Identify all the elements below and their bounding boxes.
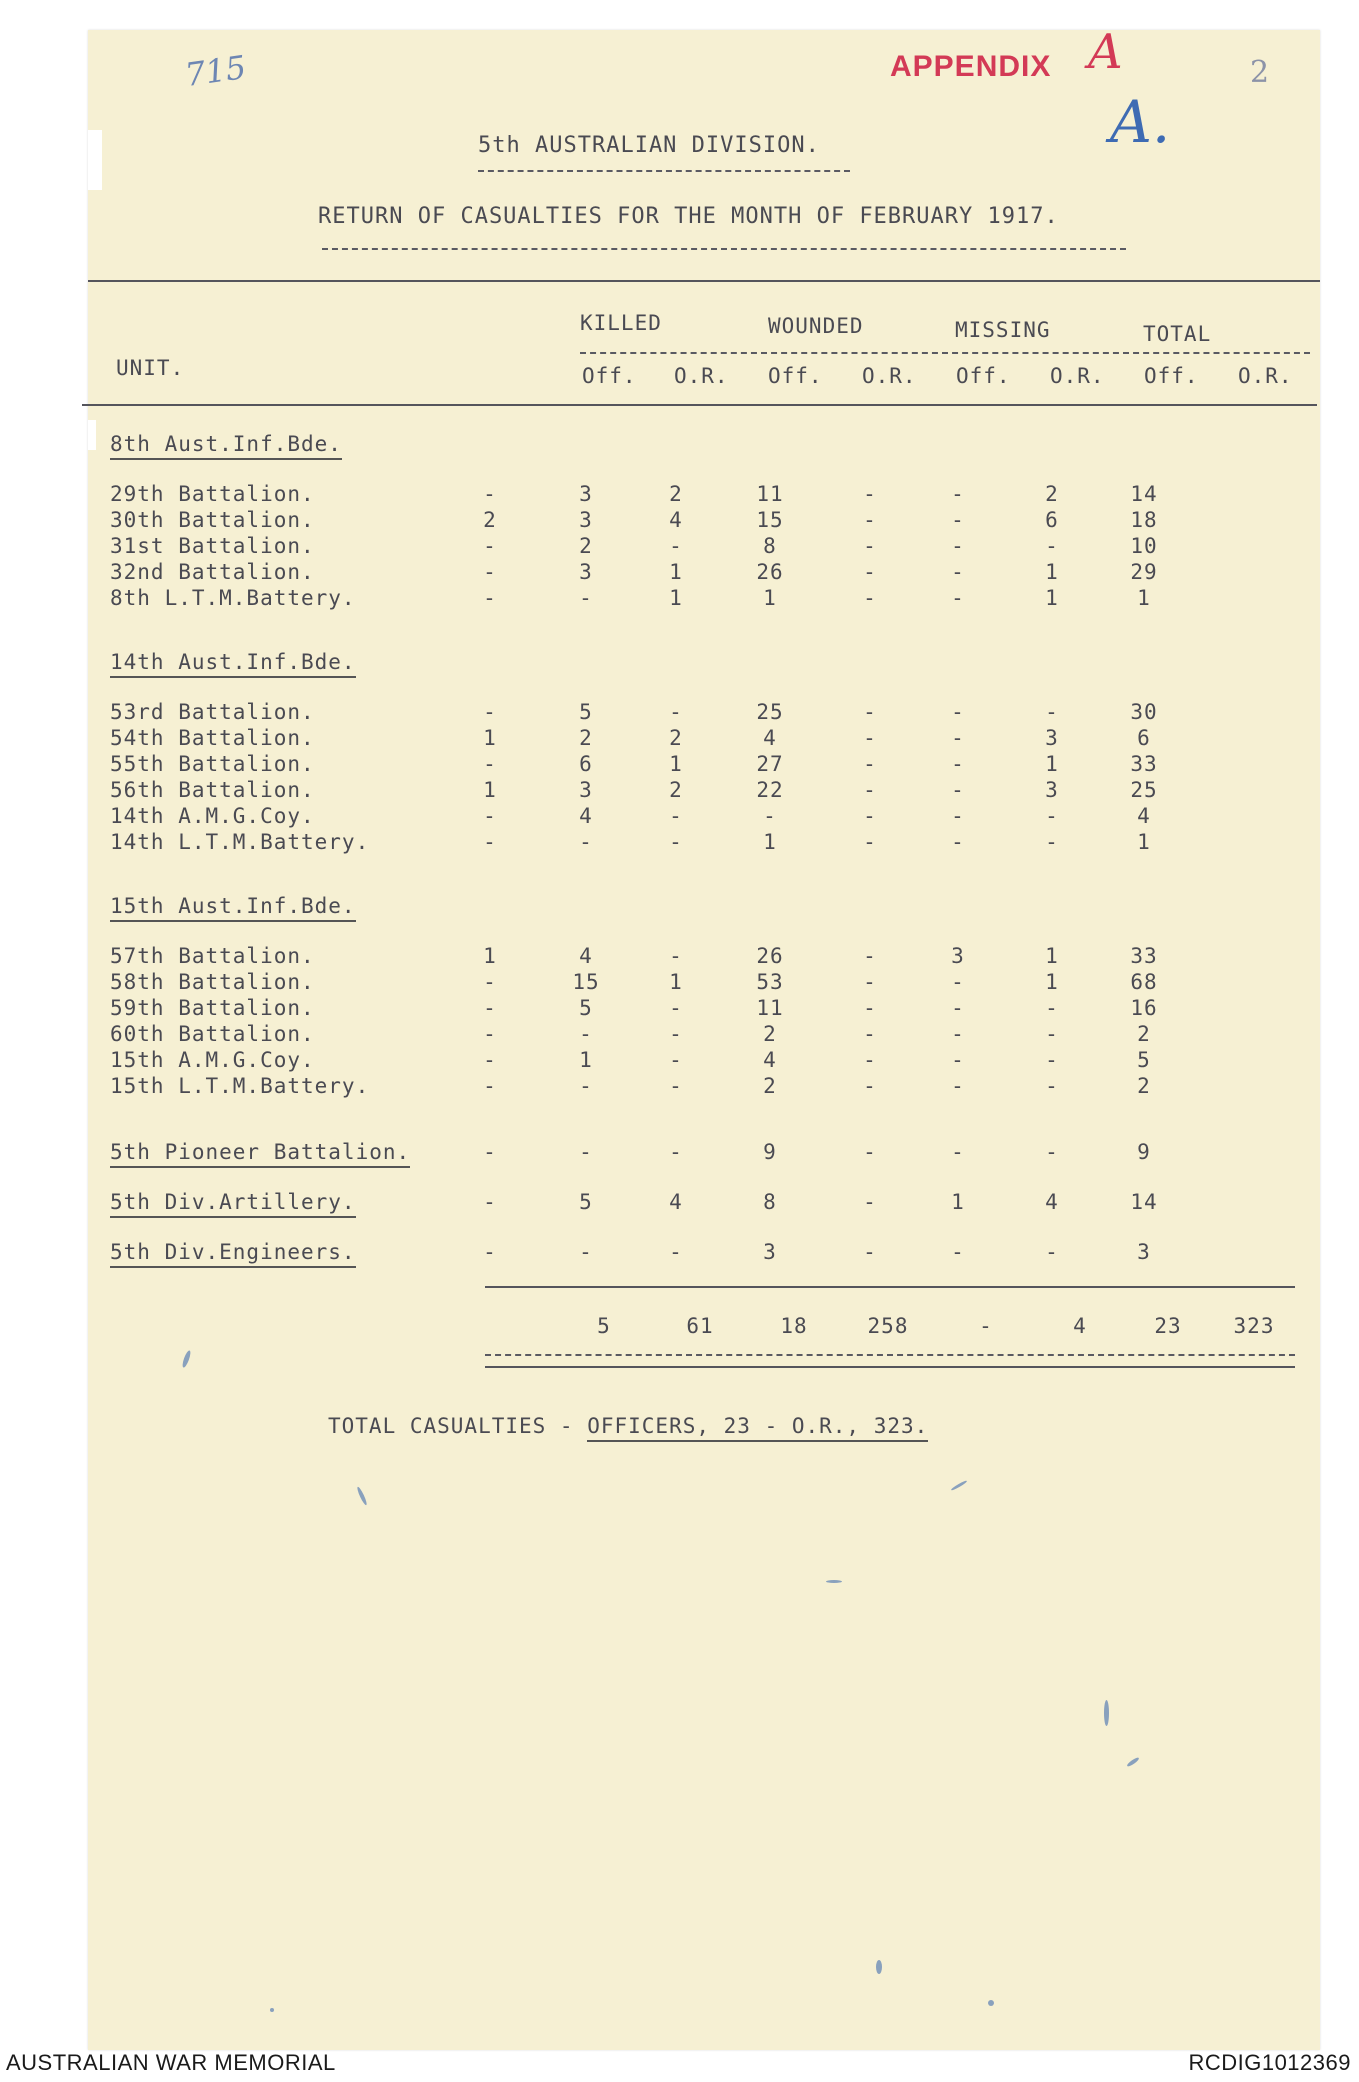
sub-missing-or: O.R.: [1050, 364, 1105, 388]
table-row: [110, 560, 1310, 586]
casualty-cell: 14: [1130, 1190, 1158, 1214]
totals-dashed-rule: [485, 1354, 1295, 1356]
casualty-cell: -: [951, 778, 965, 802]
unit-name: 57th Battalion.: [110, 944, 315, 968]
unit-name: 53rd Battalion.: [110, 700, 315, 724]
casualty-cell: -: [951, 1074, 965, 1098]
casualty-cell: 1: [951, 1190, 965, 1214]
reference-number: 715: [182, 47, 249, 95]
casualty-cell: 2: [579, 534, 593, 558]
casualty-cell: 1: [763, 830, 777, 854]
casualty-cell: -: [951, 1140, 965, 1164]
casualty-cell: -: [863, 996, 877, 1020]
casualty-cell: -: [669, 1022, 683, 1046]
casualty-cell: 4: [579, 944, 593, 968]
unit-name: 14th L.T.M.Battery.: [110, 830, 370, 854]
casualty-cell: -: [669, 534, 683, 558]
casualty-cell: -: [483, 1074, 497, 1098]
casualty-cell: -: [863, 1048, 877, 1072]
casualty-cell: 25: [1130, 778, 1158, 802]
table-row: [110, 804, 1310, 830]
header-divider: [580, 352, 1310, 354]
casualty-cell: 2: [763, 1074, 777, 1098]
casualty-cell: 11: [756, 996, 784, 1020]
unit-name: 5th Pioneer Battalion.: [110, 1140, 410, 1168]
casualty-cell: 3: [579, 560, 593, 584]
table-row: [110, 944, 1310, 970]
ink-speck: [988, 2000, 994, 2006]
casualty-cell: 4: [579, 804, 593, 828]
table-row: [110, 1048, 1310, 1074]
sub-killed-off: Off.: [582, 364, 637, 388]
casualty-cell: -: [951, 700, 965, 724]
casualty-cell: -: [669, 996, 683, 1020]
casualty-cell: 3: [1045, 778, 1059, 802]
casualty-cell: -: [669, 804, 683, 828]
unit-name: 14th A.M.G.Coy.: [110, 804, 315, 828]
casualty-cell: -: [483, 1190, 497, 1214]
casualty-cell: 1: [669, 970, 683, 994]
casualty-cell: -: [863, 1022, 877, 1046]
casualty-cell: 15: [756, 508, 784, 532]
casualty-cell: 27: [756, 752, 784, 776]
casualty-cell: -: [483, 586, 497, 610]
casualty-cell: -: [669, 700, 683, 724]
footer-source: AUSTRALIAN WAR MEMORIAL: [6, 2050, 336, 2075]
casualty-cell: 3: [579, 508, 593, 532]
casualty-cell: 3: [1137, 1240, 1151, 1264]
casualty-cell: -: [669, 830, 683, 854]
casualty-cell: -: [669, 1140, 683, 1164]
casualty-cell: 9: [763, 1140, 777, 1164]
casualty-cell: -: [483, 1140, 497, 1164]
casualty-cell: -: [483, 560, 497, 584]
casualty-cell: 1: [483, 944, 497, 968]
casualty-cell: -: [863, 804, 877, 828]
unit-name: 56th Battalion.: [110, 778, 315, 802]
total-total-or: 323: [1233, 1314, 1275, 1338]
casualty-cell: -: [763, 804, 777, 828]
total-total-off: 23: [1154, 1314, 1182, 1338]
casualty-cell: 1: [1045, 560, 1059, 584]
casualty-cell: -: [863, 778, 877, 802]
casualty-cell: -: [579, 1140, 593, 1164]
casualty-cell: -: [483, 752, 497, 776]
casualty-cell: -: [483, 700, 497, 724]
unit-name: 30th Battalion.: [110, 508, 315, 532]
casualty-cell: 2: [1045, 482, 1059, 506]
casualty-cell: 4: [1045, 1190, 1059, 1214]
table-top-rule: [88, 280, 1320, 282]
casualty-cell: 1: [1045, 970, 1059, 994]
casualty-cell: 1: [579, 1048, 593, 1072]
casualty-cell: -: [483, 534, 497, 558]
casualty-cell: -: [863, 482, 877, 506]
sub-killed-or: O.R.: [674, 364, 729, 388]
casualty-cell: -: [579, 1074, 593, 1098]
casualty-cell: -: [951, 1022, 965, 1046]
casualty-cell: 30: [1130, 700, 1158, 724]
casualty-cell: -: [669, 1074, 683, 1098]
unit-name: 60th Battalion.: [110, 1022, 315, 1046]
casualty-cell: 5: [579, 1190, 593, 1214]
unit-name: 54th Battalion.: [110, 726, 315, 750]
casualty-cell: -: [863, 1140, 877, 1164]
table-row: [110, 534, 1310, 560]
casualty-cell: -: [863, 1190, 877, 1214]
casualty-cell: 1: [483, 726, 497, 750]
casualty-cell: -: [1045, 996, 1059, 1020]
casualty-cell: 33: [1130, 752, 1158, 776]
casualty-cell: -: [951, 752, 965, 776]
casualty-cell: 1: [1045, 752, 1059, 776]
appendix-stamp: APPENDIX: [890, 50, 1052, 83]
table-row: [110, 778, 1310, 804]
casualty-cell: -: [951, 830, 965, 854]
casualty-cell: 5: [579, 700, 593, 724]
totals-row: [110, 1314, 1310, 1340]
casualty-cell: -: [483, 996, 497, 1020]
casualty-cell: -: [951, 1048, 965, 1072]
casualty-cell: 22: [756, 778, 784, 802]
casualty-cell: 18: [1130, 508, 1158, 532]
header-total: TOTAL: [1143, 322, 1212, 346]
casualty-cell: -: [951, 726, 965, 750]
casualty-cell: -: [951, 508, 965, 532]
casualty-cell: -: [951, 560, 965, 584]
casualty-cell: -: [863, 508, 877, 532]
table-row: [110, 508, 1310, 534]
total-killed-or: 61: [686, 1314, 714, 1338]
table-row: [110, 726, 1310, 752]
casualty-cell: 8: [763, 534, 777, 558]
sub-total-or: O.R.: [1238, 364, 1293, 388]
torn-edge: [88, 420, 96, 450]
casualty-cell: 68: [1130, 970, 1158, 994]
casualty-cell: -: [579, 1022, 593, 1046]
casualty-cell: -: [579, 586, 593, 610]
casualty-cell: -: [863, 700, 877, 724]
casualty-cell: 29: [1130, 560, 1158, 584]
table-row: [110, 1240, 1310, 1266]
casualty-cell: 4: [669, 508, 683, 532]
casualty-cell: 5: [579, 996, 593, 1020]
header-unit: UNIT.: [116, 356, 185, 380]
casualty-cell: -: [1045, 1022, 1059, 1046]
sub-total-off: Off.: [1144, 364, 1199, 388]
footer-record-id: RCDIG1012369: [1188, 2050, 1351, 2075]
casualty-cell: -: [483, 1240, 497, 1264]
casualty-cell: 2: [1137, 1022, 1151, 1046]
casualty-cell: 4: [763, 1048, 777, 1072]
total-missing-or: 4: [1073, 1314, 1087, 1338]
casualty-cell: 3: [1045, 726, 1059, 750]
casualty-cell: -: [863, 534, 877, 558]
casualty-cell: 8: [763, 1190, 777, 1214]
casualty-cell: 15: [572, 970, 600, 994]
casualty-cell: 6: [1137, 726, 1151, 750]
casualty-cell: -: [669, 944, 683, 968]
ink-speck: [1104, 1700, 1109, 1726]
casualty-cell: -: [1045, 804, 1059, 828]
casualty-cell: 1: [483, 778, 497, 802]
unit-name: 8th L.T.M.Battery.: [110, 586, 356, 610]
table-row: [110, 970, 1310, 996]
casualty-cell: -: [951, 1240, 965, 1264]
totals-bottom-rule: [485, 1366, 1295, 1368]
header-missing: MISSING: [955, 318, 1051, 342]
casualty-cell: -: [863, 830, 877, 854]
casualty-cell: 26: [756, 944, 784, 968]
unit-name: 58th Battalion.: [110, 970, 315, 994]
torn-edge: [88, 130, 102, 190]
casualty-cell: 3: [951, 944, 965, 968]
ink-speck: [876, 1960, 882, 1974]
unit-name: 15th L.T.M.Battery.: [110, 1074, 370, 1098]
casualty-cell: -: [579, 830, 593, 854]
casualty-cell: -: [863, 1240, 877, 1264]
page-number: 2: [1250, 55, 1270, 90]
unit-name: 5th Div.Artillery.: [110, 1190, 356, 1218]
sub-missing-off: Off.: [956, 364, 1011, 388]
casualty-cell: 5: [1137, 1048, 1151, 1072]
casualty-cell: -: [951, 482, 965, 506]
casualty-cell: 1: [669, 560, 683, 584]
appendix-handwritten-letter: A: [1088, 24, 1123, 80]
casualty-cell: -: [863, 726, 877, 750]
casualty-cell: 11: [756, 482, 784, 506]
casualty-cell: -: [1045, 1240, 1059, 1264]
casualty-cell: -: [669, 1240, 683, 1264]
casualty-cell: -: [863, 1074, 877, 1098]
casualty-cell: 2: [763, 1022, 777, 1046]
table-row: [110, 830, 1310, 856]
casualty-cell: -: [951, 534, 965, 558]
summary-prefix: TOTAL CASUALTIES -: [328, 1414, 588, 1438]
unit-name: 31st Battalion.: [110, 534, 315, 558]
casualty-cell: 16: [1130, 996, 1158, 1020]
casualty-cell: 53: [756, 970, 784, 994]
casualty-cell: -: [951, 996, 965, 1020]
casualty-cell: 3: [763, 1240, 777, 1264]
casualty-cell: -: [863, 560, 877, 584]
casualty-cell: 2: [669, 778, 683, 802]
casualty-cell: -: [863, 586, 877, 610]
casualty-cell: -: [863, 944, 877, 968]
casualty-cell: -: [483, 830, 497, 854]
casualty-cell: 1: [1045, 586, 1059, 610]
total-casualties-summary: [328, 1414, 928, 1438]
brigade-heading: 8th Aust.Inf.Bde.: [110, 432, 342, 460]
sub-wounded-off: Off.: [768, 364, 823, 388]
casualty-cell: 1: [1045, 944, 1059, 968]
division-heading: 5th AUSTRALIAN DIVISION.: [478, 133, 820, 158]
table-row: [110, 482, 1310, 508]
casualty-cell: -: [1045, 1048, 1059, 1072]
table-row: [110, 1190, 1310, 1216]
casualty-cell: -: [951, 804, 965, 828]
title-underline: [322, 248, 1126, 250]
casualty-cell: -: [1045, 830, 1059, 854]
casualty-cell: 33: [1130, 944, 1158, 968]
unit-name: 5th Div.Engineers.: [110, 1240, 356, 1268]
document-title: RETURN OF CASUALTIES FOR THE MONTH OF FEBRUARY 1917.: [318, 204, 1059, 229]
casualty-cell: -: [579, 1240, 593, 1264]
casualty-cell: -: [1045, 700, 1059, 724]
casualty-cell: 2: [669, 726, 683, 750]
total-wounded-off: 18: [780, 1314, 808, 1338]
unit-name: 59th Battalion.: [110, 996, 315, 1020]
casualty-cell: 2: [483, 508, 497, 532]
unit-name: 29th Battalion.: [110, 482, 315, 506]
brigade-heading: 14th Aust.Inf.Bde.: [110, 650, 356, 678]
casualty-cell: 10: [1130, 534, 1158, 558]
table-row: [110, 700, 1310, 726]
table-row: [110, 996, 1310, 1022]
casualty-cell: 4: [669, 1190, 683, 1214]
casualty-cell: 2: [1137, 1074, 1151, 1098]
casualty-cell: 9: [1137, 1140, 1151, 1164]
casualty-cell: -: [863, 752, 877, 776]
casualty-cell: 1: [669, 586, 683, 610]
table-row: [110, 586, 1310, 612]
casualty-cell: 14: [1130, 482, 1158, 506]
unit-name: 55th Battalion.: [110, 752, 315, 776]
casualty-cell: -: [669, 1048, 683, 1072]
casualty-cell: -: [483, 804, 497, 828]
unit-name: 15th A.M.G.Coy.: [110, 1048, 315, 1072]
casualty-cell: 4: [763, 726, 777, 750]
casualty-cell: -: [951, 586, 965, 610]
total-killed-off: 5: [597, 1314, 611, 1338]
casualty-cell: 1: [763, 586, 777, 610]
table-row: [110, 1140, 1310, 1166]
casualty-cell: 1: [1137, 586, 1151, 610]
casualty-cell: 3: [579, 778, 593, 802]
casualty-cell: 6: [1045, 508, 1059, 532]
unit-name: 32nd Battalion.: [110, 560, 315, 584]
casualty-cell: -: [863, 970, 877, 994]
table-row: [110, 1074, 1310, 1100]
sub-wounded-or: O.R.: [862, 364, 917, 388]
casualty-cell: 25: [756, 700, 784, 724]
casualty-cell: 2: [669, 482, 683, 506]
total-missing-off: -: [979, 1314, 993, 1338]
casualty-cell: 3: [579, 482, 593, 506]
handwritten-annotation: A.: [1110, 88, 1171, 156]
summary-figures: OFFICERS, 23 - O.R., 323.: [587, 1414, 928, 1442]
casualty-cell: -: [483, 1022, 497, 1046]
ink-speck: [826, 1580, 842, 1583]
header-bottom-rule: [82, 404, 1317, 406]
casualty-cell: 4: [1137, 804, 1151, 828]
casualty-cell: 26: [756, 560, 784, 584]
casualty-cell: 2: [579, 726, 593, 750]
casualty-cell: -: [1045, 1074, 1059, 1098]
table-row: [110, 752, 1310, 778]
heading-underline: [478, 170, 850, 172]
brigade-heading: 15th Aust.Inf.Bde.: [110, 894, 356, 922]
casualty-cell: -: [1045, 1140, 1059, 1164]
table-row: [110, 1022, 1310, 1048]
totals-top-rule: [485, 1286, 1295, 1288]
subheader-row: [110, 364, 1310, 390]
total-wounded-or: 258: [867, 1314, 909, 1338]
casualty-cell: 6: [579, 752, 593, 776]
casualty-cell: -: [483, 1048, 497, 1072]
casualty-cell: 1: [669, 752, 683, 776]
casualty-cell: 1: [1137, 830, 1151, 854]
casualty-cell: -: [951, 970, 965, 994]
ink-speck: [270, 2008, 274, 2012]
header-wounded: WOUNDED: [768, 314, 864, 338]
casualty-cell: -: [483, 970, 497, 994]
casualty-cell: -: [483, 482, 497, 506]
header-killed: KILLED: [580, 311, 662, 335]
casualty-cell: -: [1045, 534, 1059, 558]
